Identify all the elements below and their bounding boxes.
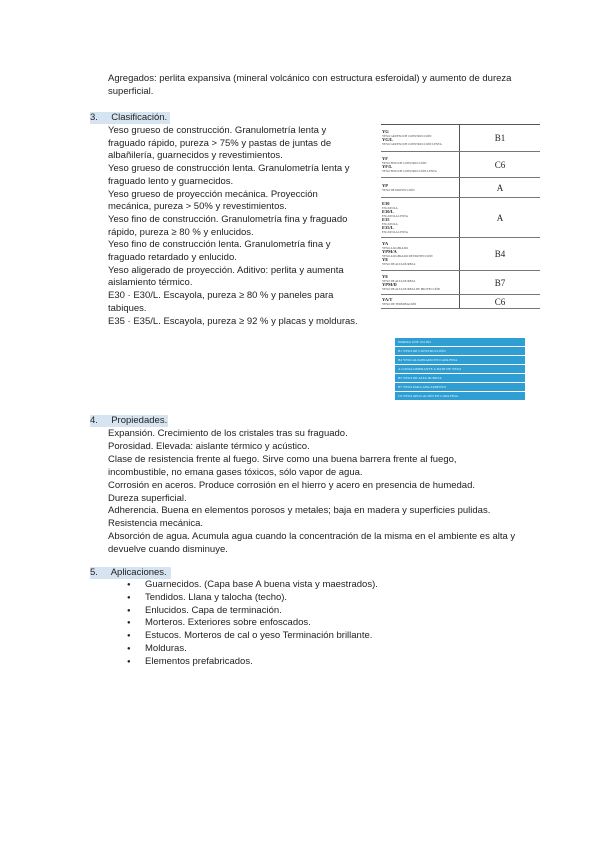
type-code: YP <box>382 182 388 188</box>
clasificacion-line: Yeso grueso de proyección mecánica. Proyección <box>108 188 318 200</box>
propiedades-line: Adherencia. Buena en elementos porosos y metales; baja en madera y superficies pulidas. <box>108 505 491 517</box>
clasificacion-line: E35 · E35/L. Escayola, pureza ≥ 92 % y placas y molduras. <box>108 315 358 327</box>
section-heading-aplicaciones <box>90 567 171 579</box>
type-code: YE <box>382 273 389 279</box>
type-code: YPM/D <box>382 281 397 287</box>
type-code: YG/L <box>382 137 394 142</box>
class-cell: B7 <box>460 271 541 295</box>
propiedades-line: Resistencia mecánica. <box>108 518 204 530</box>
type-code: E30/L <box>382 208 394 214</box>
type-code: YPM/A <box>382 249 397 254</box>
section-heading-clasificacion <box>90 112 170 124</box>
type-code: YF <box>382 155 388 161</box>
section-number: 5. <box>90 567 98 578</box>
bullet-icon: ● <box>127 646 131 652</box>
norma-row: NORMA UNE 102.001 <box>395 338 525 346</box>
clasificacion-line: Yeso grueso de construcción lenta. Granulometría lenta y <box>108 163 350 175</box>
list-item <box>127 617 311 629</box>
bullet-icon: ● <box>127 633 131 640</box>
norma-row: B7 YESO PARA AISLAMIENTO <box>395 383 525 391</box>
class-cell: B1 <box>460 125 541 152</box>
section-heading-propiedades <box>90 415 168 427</box>
type-description: ESCAYOLA <box>382 205 398 210</box>
norma-une-image <box>395 338 525 410</box>
list-item <box>127 579 378 591</box>
yeso-types-table <box>381 124 540 309</box>
type-code: E35 <box>382 216 390 222</box>
type-description: YESO FINO DE CONSTRUCCIÓN LENTA <box>382 168 437 173</box>
type-description: YESO DE ALTA DUREZA <box>382 278 416 283</box>
list-item-text: Enlucidos. Capa de terminación. <box>145 604 282 616</box>
section-title: Aplicaciones. <box>110 567 167 578</box>
norma-row: C6 YESO APLICACIÓN EN CAPA FINA <box>395 392 525 400</box>
type-description: ESCAYOLA LENTA <box>382 213 408 218</box>
clasificacion-line: tabiques. <box>108 302 147 314</box>
type-codes-cell <box>381 295 460 309</box>
bullet-icon: ● <box>127 658 131 665</box>
type-code: YG <box>382 129 389 134</box>
type-codes-cell <box>381 178 460 198</box>
clasificacion-line: Yeso fino de construcción lenta. Granulometría fina y <box>108 239 331 251</box>
propiedades-line: Porosidad. Elevada: aislante térmico y acústico. <box>108 440 310 452</box>
clasificacion-line: E30 · E30/L. Escayola, pureza ≥ 80 % y paneles para <box>108 290 334 302</box>
list-item-text: Guarnecidos. (Capa base A buena vista y maestrados). <box>145 579 378 590</box>
type-description: YESO DE ALTA DUREZA <box>382 262 416 266</box>
type-description: YESO GRUESO DE CONSTRUCCIÓN <box>382 134 432 138</box>
type-codes-cell <box>381 271 460 295</box>
clasificacion-line: aislamiento térmico. <box>108 277 193 289</box>
clasificacion-line: Yeso fino de construcción. Granulometría fina y fraguado <box>108 213 348 225</box>
class-cell: C6 <box>460 295 541 309</box>
list-item-text: Tendidos. Llana y talocha (techo). <box>145 591 288 603</box>
propiedades-line: Clase de resistencia frente al fuego. Sirve como una buena barrera frente al fuego, <box>108 453 457 465</box>
type-code: E35/L <box>382 224 394 230</box>
propiedades-line: Expansión. Crecimiento de los cristales tras su fraguado. <box>108 428 348 439</box>
list-item-text: Morteros. Exteriores sobre enfoscados. <box>145 617 311 629</box>
clasificacion-line: fraguado rápido, pureza > 75% y pastas de juntas de <box>108 137 332 149</box>
bullet-icon: ● <box>127 594 131 601</box>
section-number: 3. <box>90 112 98 123</box>
type-codes-cell <box>381 125 460 152</box>
section-number: 4. <box>90 415 98 426</box>
list-item <box>127 656 253 668</box>
type-description: YESO DE TERMINACIÓN <box>382 301 417 306</box>
clasificacion-line: rápido, pureza ≥ 80 % y enlucidos. <box>108 226 254 238</box>
type-description: YESO DE PROYECCIÓN <box>382 187 415 192</box>
class-cell: C6 <box>460 152 541 178</box>
table-row <box>381 295 540 309</box>
clasificacion-line: Yeso grueso de construcción. Granulometría lenta y <box>108 125 327 136</box>
type-code: YA <box>382 241 389 246</box>
clasificacion-line: Yeso aligerado de proyección. Aditivo: perlita y aumenta <box>108 264 344 276</box>
type-codes-cell <box>381 238 460 271</box>
class-cell: A <box>460 198 541 238</box>
propiedades-line: Corrosión en aceros. Produce corrosión en el hierro y acero en presencia de humedad. <box>108 479 476 491</box>
table-row <box>381 178 540 198</box>
norma-row: B5 YESO DE ALTA DUREZA <box>395 374 525 382</box>
propiedades-line: Dureza superficial. <box>108 492 187 504</box>
bullet-icon: ● <box>127 607 131 614</box>
type-codes-cell <box>381 152 460 178</box>
intro-line-1: Agregados: perlita expansiva (mineral volcánico con estructura esferoidal) y aumento de dureza <box>108 73 512 84</box>
type-description: YESO ALIGERADO DE PROYECCIÓN <box>382 254 433 258</box>
clasificacion-line: fraguado retardado y enlucido. <box>108 252 237 263</box>
list-item-text: Elementos prefabricados. <box>145 655 253 667</box>
table-row <box>381 152 540 178</box>
type-codes-cell <box>381 198 460 238</box>
list-item <box>127 605 282 617</box>
class-cell: A <box>460 178 541 198</box>
propiedades-line: incombustible, no emana gases tóxicos, sólo vapor de agua. <box>108 466 363 478</box>
list-item <box>127 643 187 655</box>
table-row <box>381 198 540 238</box>
table-row <box>381 238 540 271</box>
type-description: YESO ALIGERADO <box>382 246 408 250</box>
list-item-text: Molduras. <box>145 643 187 654</box>
type-description: ESCAYOLA LENTA <box>382 229 408 234</box>
type-description: YESO DE ALTA DUREZA DE PROYECCIÓN <box>382 286 440 291</box>
bullet-icon: ● <box>127 620 131 627</box>
bullet-icon: ● <box>127 582 131 588</box>
class-cell: B4 <box>460 238 541 271</box>
norma-row: A CONGLOMERANTE A BASE DE YESO <box>395 365 525 373</box>
table-row <box>381 125 540 152</box>
type-description: ESCAYOLA <box>382 221 398 226</box>
propiedades-line: Absorción de agua. Acumula agua cuando la concentración de la misma en el ambiente es alta y <box>108 531 516 543</box>
propiedades-line: devuelve cuando disminuye. <box>108 544 228 556</box>
norma-row: B1 YESO DE CONSTRUCCIÓN <box>395 347 525 355</box>
norma-row: B4 YESO ALIGERADO EN CAPA FINA <box>395 356 525 364</box>
type-description: YESO FINO DE CONSTRUCCIÓN <box>382 160 427 165</box>
clasificacion-line: albañilería, guarnecidos y revestimientos. <box>108 150 283 162</box>
type-code: YF/L <box>382 163 393 169</box>
type-code: YE <box>382 257 389 262</box>
clasificacion-line: fraguado lento y guarnecidos. <box>108 175 234 187</box>
type-code: YA/T <box>382 296 393 302</box>
clasificacion-line: mecánica, pureza > 50% y revestimientos. <box>108 201 287 213</box>
section-title: Clasificación. <box>111 112 168 123</box>
table-row <box>381 271 540 295</box>
list-item <box>127 592 287 604</box>
type-description: YESO GRUESO DE CONSTRUCCIÓN LENTA <box>382 142 442 146</box>
list-item-text: Estucos. Morteros de cal o yeso Terminación brillante. <box>145 630 373 642</box>
type-code: E30 <box>382 200 390 206</box>
list-item <box>127 630 372 642</box>
section-title: Propiedades. <box>111 415 168 426</box>
intro-line-2: superficial. <box>108 86 154 97</box>
